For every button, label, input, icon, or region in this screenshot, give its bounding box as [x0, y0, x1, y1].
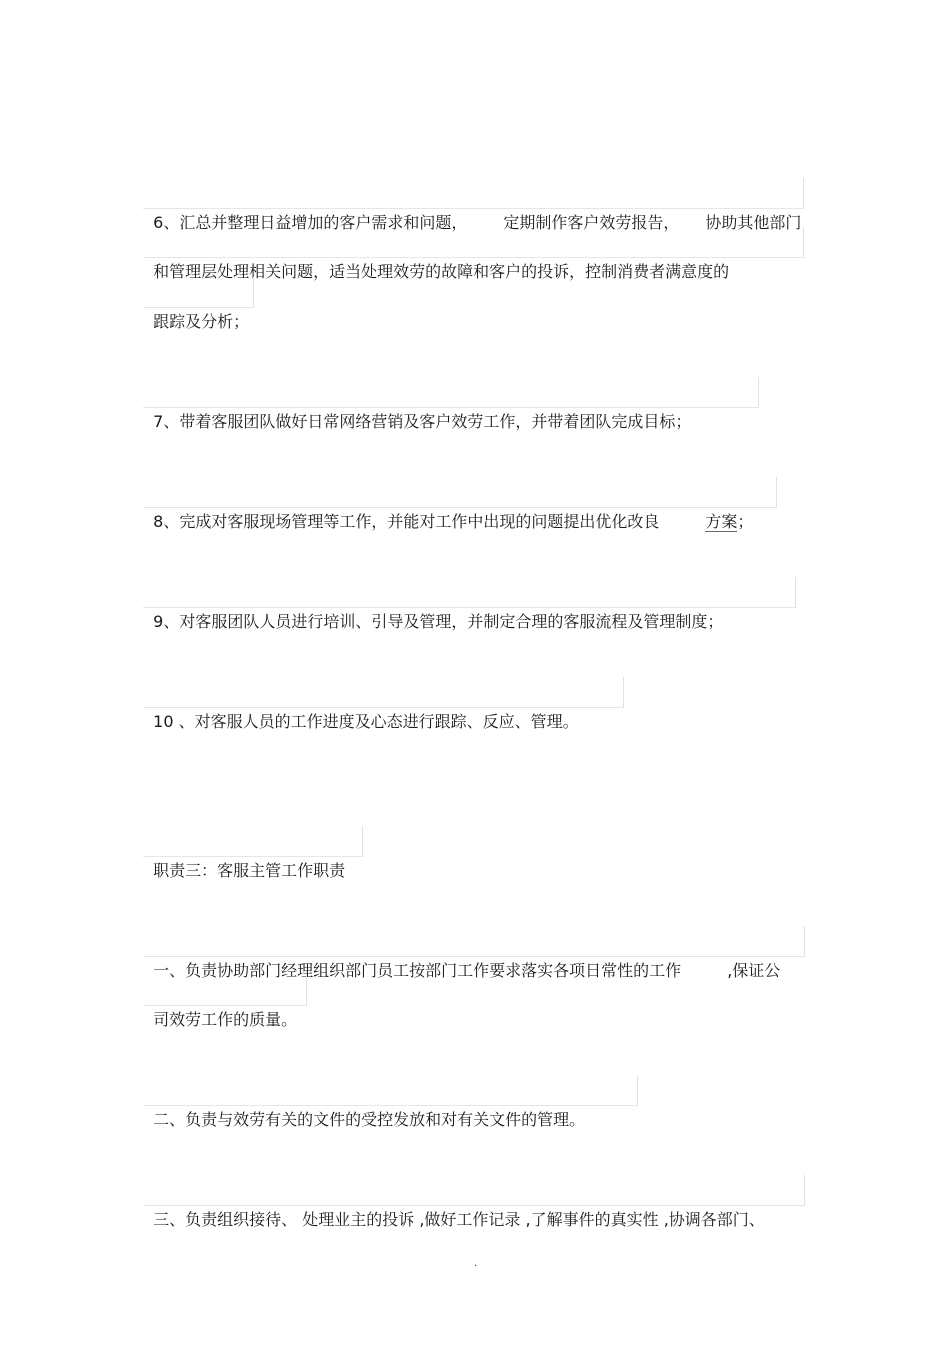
item-8-text: 8、完成对客服现场管理等工作，并能对工作中出现的问题提出优化改良: [153, 512, 660, 531]
item-6-text-a: 6、汇总并整理日益增加的客户需求和问题，: [153, 213, 468, 232]
item-7: [143, 377, 759, 431]
item-8-tail: ；: [737, 512, 754, 531]
item-6-line-1: [143, 178, 804, 232]
footer-mark: .: [474, 1258, 478, 1269]
section-3-p1-text-b: ,保证公: [727, 961, 781, 980]
item-10-text: 10 、对客服人员的工作进度及心态进行跟踪、反应、管理。: [153, 712, 579, 731]
section-3-p1-line-2-text: 司效劳工作的质量。: [153, 1010, 298, 1029]
item-6-text-b: 定期制作客户效劳报告，: [503, 213, 680, 232]
section-3-heading: [143, 826, 363, 880]
section-3-p1-line-2: [143, 975, 307, 1029]
section-3-heading-text: 职责三：客服主管工作职责: [153, 861, 346, 880]
item-9: [143, 577, 796, 631]
section-3-p1-text-a: 一、负责协助部门经理组织部门员工按部门工作要求落实各项日常性的工作: [153, 961, 682, 980]
item-8: [143, 477, 777, 531]
section-3-p2-text: 二、负责与效劳有关的文件的受控发放和对有关文件的管理。: [153, 1110, 586, 1129]
item-6-line-2-text: 和管理层处理相关问题，适当处理效劳的故障和客户的投诉，控制消费者满意度的: [153, 262, 730, 281]
item-9-text: 9、对客服团队人员进行培训、引导及管理，并制定合理的客服流程及管理制度；: [153, 612, 724, 631]
item-6-line-3-text: 跟踪及分析；: [153, 312, 250, 331]
item-10: [143, 677, 624, 731]
item-6-line-3: [143, 277, 254, 331]
item-6-line-2: [143, 227, 804, 281]
item-8-link-fangan[interactable]: 方案: [705, 512, 738, 531]
section-3-p2: [143, 1075, 638, 1129]
section-3-p3-text: 三、负责组织接待、 处理业主的投诉 ,做好工作记录 ,了解事件的真实性 ,协调各部门、: [153, 1210, 765, 1229]
section-3-p1-line-1: [143, 926, 805, 980]
item-7-text: 7、带着客服团队做好日常网络营销及客户效劳工作，并带着团队完成目标；: [153, 412, 692, 431]
item-6-text-c: 协助其他部门: [705, 213, 802, 232]
section-3-p3: [143, 1175, 805, 1229]
